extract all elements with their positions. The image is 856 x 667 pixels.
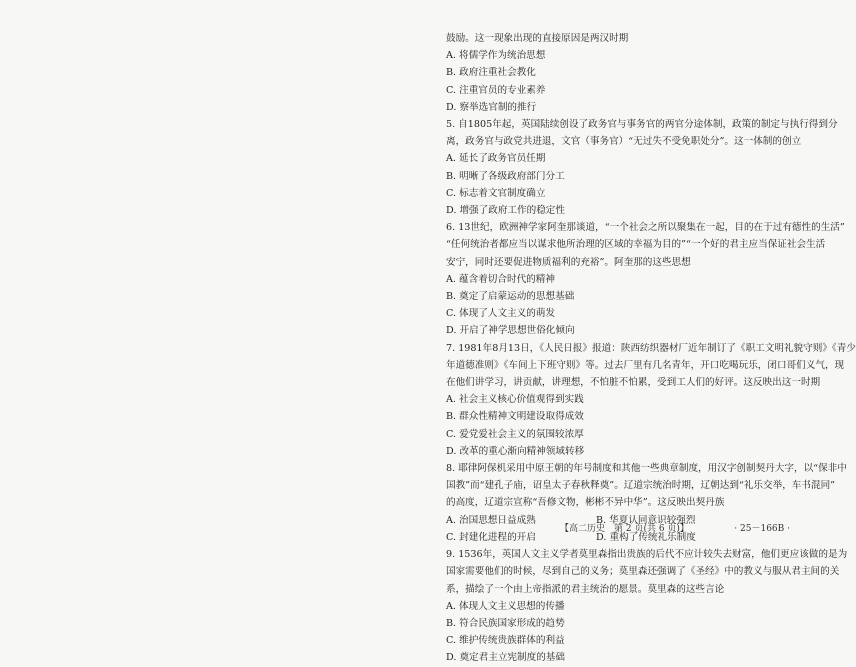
option-a: A. 体现人文主义思想的传播 xyxy=(446,600,565,612)
exam-page xyxy=(446,30,856,667)
question-5-stem: 5. 自1805年起，英国陆续创设了政务官与事务官的两官分途体制，政策的制定与执行得到分 xyxy=(446,119,838,131)
question-stem-continued: 鼓励。这一现象出现的直接原因是两汉时期 xyxy=(446,33,629,44)
question-7-stem: 7. 1981年8月13日，《人民日报》报道：陕西纺织器材厂近年制订了《职工文明礼貌守则》《青少 xyxy=(446,342,856,354)
question-7-stem: 在他们讲学习，讲贡献，讲理想，不怕脏不怕累，受到工人们的好评。这反映出这一时期 xyxy=(446,377,821,389)
question-6-stem: 安宁，同时还要促进物质福利的充裕”。阿奎那的这些思想 xyxy=(446,256,691,268)
option-a: A. 治国思想日益成熟 xyxy=(446,514,536,526)
question-9-stem: 9. 1536年，英国人文主义学者莫里森指出贵族的后代不应计较失去财富，他们更应该做的是为 xyxy=(446,549,848,561)
option-c: C. 维护传统贵族群体的利益 xyxy=(446,635,565,647)
question-9-stem: 系，描绘了一个由上帝指派的君主统治的愿景。莫里森的这些言论 xyxy=(446,583,725,595)
question-6-stem: “任何统治者都应当以谋求他所治理的区域的幸福为目的”“一个好的君主应当保证社会生活 xyxy=(446,239,826,251)
option-a: A. 将儒学作为统治思想 xyxy=(446,50,546,62)
option-a: A. 蕴含着切合时代的精神 xyxy=(446,273,555,285)
option-b: B. 政府注重社会教化 xyxy=(446,67,536,79)
option-d: D. 察举选官制的推行 xyxy=(446,101,537,113)
paper-code: · 25－166B · xyxy=(734,524,790,534)
option-d: D. 改革的重心渐向精神领域转移 xyxy=(446,445,585,457)
option-c: C. 爱党爱社会主义的氛围较浓厚 xyxy=(446,428,584,440)
question-7-stem: 年道德准则》《车间上下班守则》等。过去厂里有几名青年，开口吃喝玩乐，闭口哥们义气，现 xyxy=(446,359,845,371)
option-b: B. 华夏认同意识较强烈 xyxy=(596,514,696,526)
page-footer xyxy=(560,521,790,534)
option-a: A. 延长了政务官员任期 xyxy=(446,153,546,165)
question-8-stem: 8. 耶律阿保机采用中原王朝的年号制度和其他一些典章制度，用汉字创制契丹大字，以“保非中 xyxy=(446,463,847,475)
option-d: D. 开启了神学思想世俗化倾向 xyxy=(446,325,575,337)
option-c: C. 标志着文官制度确立 xyxy=(446,187,546,199)
option-d: D. 重构了传统礼乐制度 xyxy=(596,531,696,543)
option-b: B. 群众性精神文明建设取得成效 xyxy=(446,411,584,423)
question-5-stem: 离，政务官与政党共进退，文官（事务官）“无过失不受免职处分”。这一体制的创立 xyxy=(446,136,802,148)
question-6-stem: 6. 13世纪，欧洲神学家阿奎那谈道，“一个社会之所以聚集在一起，目的在于过有德性的生活” xyxy=(446,222,845,234)
question-9-stem: 国家需要他们的时候，尽到自己的义务；莫里森还强调了《圣经》中的教义与服从君主间的关 xyxy=(446,566,840,578)
option-b: B. 符合民族国家形成的趋势 xyxy=(446,617,565,629)
option-b: B. 明晰了各级政府部门分工 xyxy=(446,170,565,182)
option-c: C. 体现了人文主义的萌发 xyxy=(446,308,556,320)
option-b: B. 奠定了启蒙运动的思想基础 xyxy=(446,291,575,303)
page-number-label: 【高二历史 第 2 页(共 6 页)】 xyxy=(560,524,689,534)
option-d: D. 增强了政府工作的稳定性 xyxy=(446,205,565,217)
option-a: A. 社会主义核心价值观得到实践 xyxy=(446,394,584,406)
question-8-stem: 的高度，辽道宗宣称“吾修文物，彬彬不异中华”。这反映出契丹族 xyxy=(446,497,725,509)
option-c: C. 注重官员的专业素养 xyxy=(446,84,546,96)
question-8-stem: 国教”而“建孔子庙，诏皇太子春秋释奠”。辽道宗统治时期，辽朝达到“礼乐交举，车书混同” xyxy=(446,480,836,492)
option-d: D. 奠定君主立宪制度的基础 xyxy=(446,652,565,664)
option-c: C. 封建化进程的开启 xyxy=(446,531,536,543)
